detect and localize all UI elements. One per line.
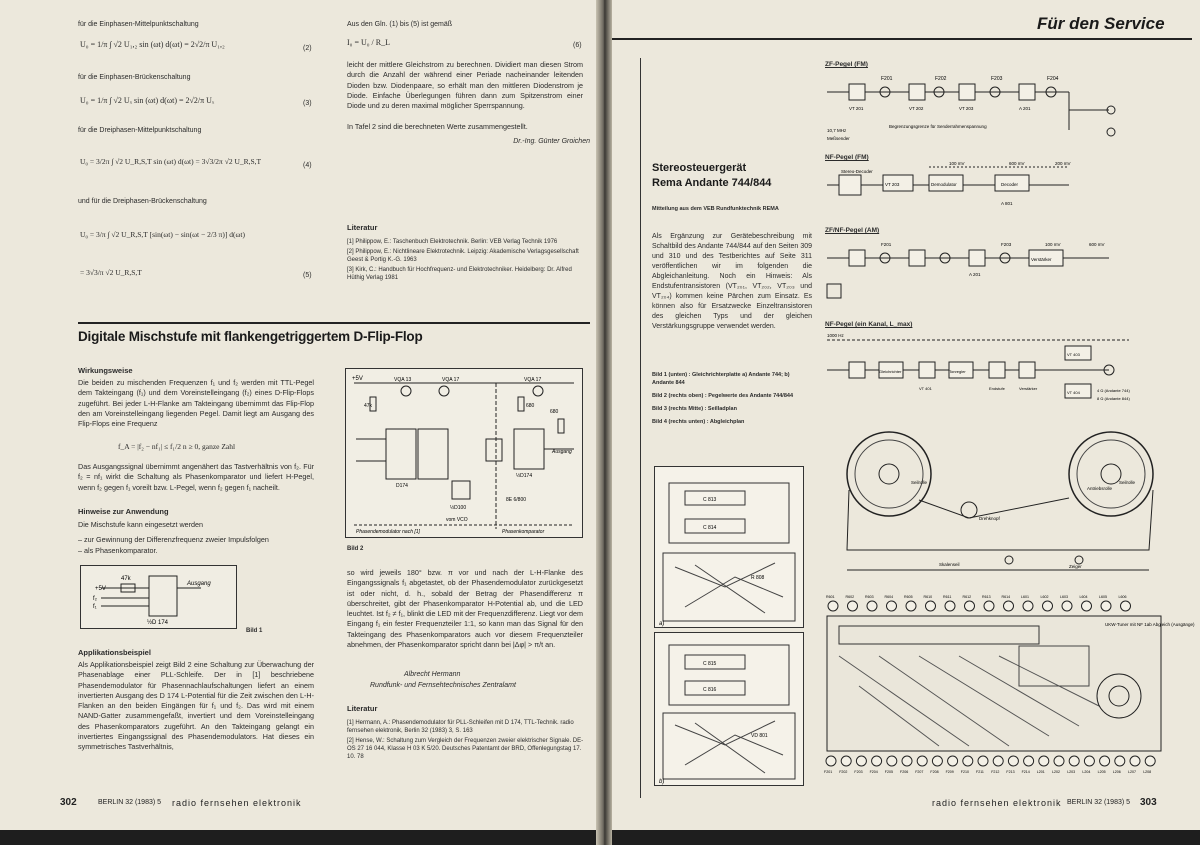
am-diagram xyxy=(819,236,1169,316)
adjustment-point xyxy=(963,756,973,766)
caption-item: Bild 1 (unten) : Gleichrichterplatte a) Andante 744; b) Andante 844 xyxy=(652,372,790,386)
flipflop-symbol xyxy=(149,576,177,616)
bild1-resistor: 47k xyxy=(121,576,131,582)
applikation-heading: Applikationsbeispiel xyxy=(78,648,151,657)
footer-magazine-left: radio fernsehen elektronik xyxy=(172,798,302,808)
formula-2-number: (3) xyxy=(303,100,312,107)
adjustment-point xyxy=(906,601,916,611)
caption-item: Bild 4 (rechts unten) : Abgleichplan xyxy=(652,419,745,425)
formula-intro-4: und für die Dreiphasen-Brückenschaltung xyxy=(78,198,207,205)
adjustment-label: F202 xyxy=(839,770,848,774)
formula-4b: = 3√3/π √2 U_R,S,T xyxy=(80,268,142,277)
wirkungsweise-text: Die beiden zu mischenden Frequenzen f₁ und f₂ werden mit TTL-Pegel dem Takteingang (f₁) und dem Voreinstelleingang (f₂) eines D-Flip-Flops zugeführt. Bei jeder L-H-Flanke am Takteingang übernimmt das Flip-Flop den am Voreinstelleingang liegenden Pegel. Damit liegt am Ausgang des Flip-Flops eine Frequenz xyxy=(78,378,314,429)
adjustment-label: R603 xyxy=(865,595,874,599)
adjustment-point xyxy=(984,601,994,611)
adjustment-point xyxy=(978,756,988,766)
formula-4-number: (5) xyxy=(303,272,312,279)
bild1-vcc: +5V xyxy=(95,586,106,592)
nf-fm-label: 600 mV xyxy=(1009,161,1025,166)
adjustment-point xyxy=(1024,756,1034,766)
zf-fm-stage xyxy=(849,84,865,100)
adjustment-point xyxy=(948,756,958,766)
adjustment-label: R601 xyxy=(826,595,835,599)
pcb-b-board-bottom xyxy=(663,713,795,779)
bild2-ic3: ½D174 xyxy=(516,473,533,479)
cord-label: Zeiger xyxy=(1069,564,1082,569)
d174-comparator xyxy=(514,429,544,469)
adjustment-label: L208 xyxy=(1143,770,1152,774)
adjustment-point xyxy=(1084,756,1094,766)
nf-level-label: Verstärker xyxy=(1019,386,1038,391)
bild1-output-label: Ausgang xyxy=(187,581,211,587)
d100-gate xyxy=(452,481,470,499)
adjustment-label: F210 xyxy=(960,770,970,774)
zf-fm-label: VT 201 xyxy=(849,106,864,111)
pcb-b-part: VD 801 xyxy=(751,733,768,739)
am-generator xyxy=(827,284,841,298)
bild1-circuit xyxy=(81,566,236,628)
cord-label: Antriebsrolle xyxy=(1087,486,1113,491)
pcb-a-svg xyxy=(655,467,803,627)
nf-fm-stage xyxy=(839,175,861,195)
bild1-figure xyxy=(80,565,237,629)
literature2-item: [2] Hense, W.: Schaltung zum Vergleich der Frequenzen zweier elektrischer Signale. DE-OS 27 16 044, Klasse H 03 K 5/20. Deutsches Patentamt der BRD, Offenlegungstag 17. 10. 78 xyxy=(347,738,584,760)
adjustment-label: L202 xyxy=(1052,770,1060,774)
adjustment-label: F201 xyxy=(824,770,833,774)
am-label: Verstärker xyxy=(1031,257,1052,262)
adjustment-label: L203 xyxy=(1067,770,1076,774)
adjustment-label: F211 xyxy=(976,770,984,774)
am-label: F201 xyxy=(881,242,892,247)
col2b-text: so wird jeweils 180° bzw. π vor und nach der L-H-Flanke des Eingangssignals f₁ abgetastet, ob der Phasendemodulator zurückgesetzt ist oder nicht, d. h., sobald der Betrag der Phasendifferenz π überschreitet, gibt der Phasenkomparator H-Potential ab, und die LED leuchtet. Ist f₂ ≠ f₁, blinkt die LED mit der Frequenzdifferenz. Liegt vor dem Eingang f₁ ein fester Frequenzteiler 1:1, so kann man das Signal für den Takteingang des Phasenkomparators auch vor diesem Frequenzteiler abnehmen, der Phasenkomparator spricht dann bei |Δφ| > π/t an. xyxy=(347,568,583,650)
nf-fm-label: 200 mV xyxy=(1055,161,1071,166)
adjustment-point xyxy=(1100,756,1110,766)
adjustment-label: L205 xyxy=(1097,770,1106,774)
zf-fm-label: VT 202 xyxy=(909,106,924,111)
zf-fm-stage xyxy=(909,84,925,100)
adjustment-point xyxy=(1082,601,1092,611)
bild2-r2: 680 xyxy=(526,403,535,409)
nf-level-label: VT 401 xyxy=(919,386,932,391)
adjustment-label: L604 xyxy=(1079,595,1088,599)
nf-level-label: VT 403 xyxy=(1067,352,1080,357)
adjustment-label: F213 xyxy=(1006,770,1015,774)
diagram-title-nf-fm: NF-Pegel (FM) xyxy=(825,154,869,161)
adjustment-label: R602 xyxy=(845,595,855,599)
hinweise-heading: Hinweise zur Anwendung xyxy=(78,507,169,516)
nf-fm-label: Decoder xyxy=(1001,182,1019,187)
hinweise-item: – als Phasenkomparator. xyxy=(78,546,158,555)
pcb-a-board-bottom xyxy=(663,553,795,621)
literature2-list xyxy=(347,719,585,761)
footer-magazine-right: radio fernsehen elektronik xyxy=(932,798,1062,808)
literature-heading: Literatur xyxy=(347,223,378,232)
page-number-left: 302 xyxy=(60,797,77,808)
caption-item: Bild 2 (rechts oben) : Pegelwerte des Andante 744/844 xyxy=(652,393,794,399)
adjustment-label: F203 xyxy=(854,770,863,774)
bild1-f2: f₂ xyxy=(93,596,97,602)
abgleich-plan-svg xyxy=(819,586,1195,781)
nand-gate xyxy=(486,439,502,461)
nf-level-label: Tonregler xyxy=(949,369,966,374)
zf-fm-meter xyxy=(1107,128,1115,136)
pcb-a-label: a) xyxy=(659,621,665,627)
nf-level-label: 4 Ω (Andante 744) xyxy=(1097,388,1130,393)
bild2-vqa3: VQA 17 xyxy=(524,377,542,383)
adjustment-label: R610 xyxy=(923,595,933,599)
adjustment-label: R611 xyxy=(943,595,952,599)
pulley xyxy=(1075,556,1083,564)
nf-level-label: VT 404 xyxy=(1067,390,1080,395)
pcb-a-part: C 813 xyxy=(703,497,717,503)
bild1-ic: ½D 174 xyxy=(147,620,169,626)
literature2-heading: Literatur xyxy=(347,704,378,713)
adjustment-label: F214 xyxy=(1021,770,1030,774)
article-subtitle: Mitteilung aus dem VEB Rundfunktechnik REMA xyxy=(652,206,779,212)
adjustment-point xyxy=(872,756,882,766)
nf-level-label: 8 Ω (Andante 844) xyxy=(1097,396,1130,401)
am-stage xyxy=(909,250,925,266)
d174-right xyxy=(418,429,448,479)
bild2-vco: vom VCO xyxy=(446,517,468,523)
adjustment-label: F204 xyxy=(869,770,878,774)
adjustment-label: L207 xyxy=(1128,770,1136,774)
left-drum-hub xyxy=(879,464,899,484)
adjustment-point xyxy=(1121,601,1131,611)
zf-fm-diagram xyxy=(819,70,1169,152)
adjustment-label: L602 xyxy=(1040,595,1049,599)
literature-item: [1] Philippow, E.: Taschenbuch Elektrotechnik. Berlin: VEB Verlag Technik 1976 xyxy=(347,239,558,245)
adjustment-point xyxy=(1062,601,1072,611)
zf-fm-stage xyxy=(1019,84,1035,100)
formula-fa: f_A = |f₂ − nf₁| ≤ f₁/2 n ≥ 0, ganze Zahl xyxy=(118,442,236,451)
cord-path xyxy=(919,498,1069,518)
right-drum-inner xyxy=(1077,440,1145,508)
bild2-demod: Phasendemodulator nach [1] xyxy=(356,529,420,535)
zf-fm-label: Begrenzungsgrenze für Senderrahmenspannung xyxy=(889,124,987,129)
abgleich-note: UKW-Tuner mit NF 1ab Abgleich (Ausgänge) xyxy=(1105,622,1195,627)
nf-level-label: Gleichrichter xyxy=(879,369,902,374)
pcb-drawing-a xyxy=(654,466,804,628)
bild2-caption: Bild 2 xyxy=(347,546,364,552)
d174-left xyxy=(386,429,416,479)
formula-4: U₀ = 3/π ∫ √2 U_R,S,T [sin(ωt) − sin(ωt − 2/3 π)] d(ωt) xyxy=(80,230,245,239)
formula-6: I₀ = U₀ / R_L xyxy=(347,38,390,47)
article-title-1: Stereosteuergerät xyxy=(652,162,747,174)
adjustment-label: L603 xyxy=(1060,595,1068,599)
right-page xyxy=(612,0,1200,830)
zf-fm-label: F204 xyxy=(1047,76,1059,82)
adjustment-point xyxy=(887,756,897,766)
formula-3-number: (4) xyxy=(303,162,312,169)
level-diagrams xyxy=(819,58,1169,418)
adjustment-point xyxy=(902,756,912,766)
spine-gutter xyxy=(596,0,612,845)
col2b-author: Albrecht Hermann xyxy=(404,671,461,678)
col2-paragraph: leicht der mittlere Gleichstrom zu berechnen. Dividiert man diesen Strom durch die Anzahl der während einer Periade nacheinander leitenden Dioden bzw. Diodenpaare, so erhält man den mittleren Diodenstrom je Diode. Einfache Überlegungen führen dann zum Spitzenstrom einer Diode und zu deren maximal möglicher Sperrspannung. xyxy=(347,60,583,111)
adjustment-point xyxy=(856,756,866,766)
bild2-vqa1: VQA 13 xyxy=(394,377,412,383)
formula-intro-3: für die Dreiphasen-Mittelpunktschaltung xyxy=(78,127,202,134)
am-label: A 201 xyxy=(969,272,981,277)
adjustment-label: R614 xyxy=(1001,595,1011,599)
left-drum-inner xyxy=(855,440,923,508)
bild2-ic1: D174 xyxy=(396,483,408,489)
adjustment-point xyxy=(1101,601,1111,611)
adjustment-point xyxy=(965,601,975,611)
left-drum xyxy=(847,432,931,516)
article-title: Digitale Mischstufe mit flankengetriggertem D-Flip-Flop xyxy=(78,329,423,344)
resistor-3 xyxy=(558,419,564,433)
footer-volume-left: BERLIN 32 (1983) 5 xyxy=(98,799,162,806)
adjustment-point xyxy=(867,601,877,611)
adjustment-label: R604 xyxy=(884,595,894,599)
am-label: 600 mV xyxy=(1089,242,1105,247)
adjustment-label: L606 xyxy=(1118,595,1127,599)
pcb-b-board-top xyxy=(669,645,789,705)
right-drum xyxy=(1069,432,1153,516)
adjustment-point xyxy=(828,601,838,611)
diagram-title-zf-fm: ZF-Pegel (FM) xyxy=(825,61,868,68)
adjustment-label: L601 xyxy=(1021,595,1029,599)
bild2-circuit xyxy=(346,369,582,537)
nf-level-diagram xyxy=(819,330,1169,418)
adjustment-label: F208 xyxy=(930,770,939,774)
col2-author: Dr.-Ing. Günter Groichen xyxy=(513,138,590,145)
led-2 xyxy=(439,386,449,396)
am-label: F203 xyxy=(1001,242,1012,247)
formula-intro-2: für die Einphasen-Brückenschaltung xyxy=(78,74,191,81)
zf-fm-label: F203 xyxy=(991,76,1003,82)
caption-item: Bild 3 (rechts Mitte) : Seilladplan xyxy=(652,406,737,412)
formula-3: U₀ = 3/2π ∫ √2 U_R,S,T sin (ωt) d(ωt) = 3√3/2π √2 U_R,S,T xyxy=(80,157,262,166)
zf-fm-stage xyxy=(959,84,975,100)
nf-fm-label: A 801 xyxy=(1001,201,1013,206)
adjustment-point xyxy=(1145,756,1155,766)
adjustment-point xyxy=(993,756,1003,766)
pulley xyxy=(1005,556,1013,564)
cord-path xyxy=(847,490,1153,550)
col2b-affiliation: Rundfunk- und Fernsehtechnisches Zentralamt xyxy=(370,682,516,689)
caption-list xyxy=(652,371,812,426)
bild2-ausgang: Ausgang xyxy=(552,449,572,455)
formula-1: U₀ = 1/π ∫ √2 U₁,₂ sin (ωt) d(ωt) = 2√2/π U₁,₂ xyxy=(80,40,225,49)
cord-pulley-diagram xyxy=(819,420,1169,580)
bild2-komp: Phasenkomparator xyxy=(502,529,545,535)
diagram-title-am: ZF/NF-Pegel (AM) xyxy=(825,227,880,234)
am-label: 100 mV xyxy=(1045,242,1061,247)
adjustment-label: L201 xyxy=(1036,770,1045,774)
diagram-title-nf-level: NF-Pegel (ein Kanal, L_max) xyxy=(825,321,913,328)
article-title-2: Rema Andante 744/844 xyxy=(652,177,772,189)
cord-label: Seilrolle xyxy=(1119,480,1136,485)
right-drum-hub xyxy=(1101,464,1121,484)
adjustment-point xyxy=(1069,756,1079,766)
formula-2: U₀ = 1/π ∫ √2 Uₓ sin (ωt) d(ωt) = 2√2/π Uₓ xyxy=(80,96,215,105)
wirkungsweise-heading: Wirkungsweise xyxy=(78,366,133,375)
nf-fm-label: Stereo-Decoder xyxy=(841,169,873,174)
zf-fm-label: 10,7 MHz xyxy=(827,128,847,133)
literature-list xyxy=(347,238,585,282)
adjustment-point xyxy=(932,756,942,766)
adjustment-point xyxy=(1130,756,1140,766)
nf-fm-diagram xyxy=(819,163,1169,218)
applikation-text: Als Applikationsbeispiel zeigt Bild 2 eine Schaltung zur Überwachung der Phasenablage einer PLL-Schleife. Der in [1] beschriebene Phasendemodulator für Phasennachlaufschaltungen liefert an einem invertierten Ausgang des D 174 L-Potential für die Zeit zwischen den L-H-Flanken an den beiden Eingängen für f₁ und f₂. Das wird mit einem NAND-Gatter zusammengefaßt, invertiert und dem Voreinstelleingang des Phasenkomparators zugeführt. An den Takteingang gelangt ein invertiertes Eingangssignal des Phasendemodulators. Hat dieses ein symmetrisches Tastverhältnis, xyxy=(78,660,314,752)
section-title: Für den Service xyxy=(1037,14,1165,33)
adjustment-point xyxy=(841,756,851,766)
bild1-caption: Bild 1 xyxy=(246,628,263,634)
adjustment-point xyxy=(945,601,955,611)
pcb-a-part: C 814 xyxy=(703,525,717,531)
zf-fm-label: A 201 xyxy=(1019,106,1031,111)
bild2-vcc: +5V xyxy=(352,376,363,382)
adjustment-label: F205 xyxy=(884,770,894,774)
pcb-b-traces xyxy=(675,721,783,773)
adjustment-point xyxy=(826,756,836,766)
adjustment-point xyxy=(1039,756,1049,766)
hinweise-item: – zur Gewinnung der Differenzfrequenz zweier Impulsfolgen xyxy=(78,535,269,544)
nf-level-label: 1000 Hz xyxy=(827,333,844,338)
adjustment-point xyxy=(1004,601,1014,611)
pcb-a-part: R 808 xyxy=(751,575,765,581)
bild2-r: 8E 6/800 xyxy=(506,497,527,503)
chassis-outline xyxy=(827,616,1161,751)
cord-label: Seilrolle xyxy=(911,480,928,485)
led-3 xyxy=(533,386,543,396)
nf-level-stage xyxy=(849,362,865,378)
pcb-a-board-top xyxy=(669,483,789,543)
adjustment-point xyxy=(848,601,858,611)
ausgang-text: Das Ausgangssignal übernimmt angenähert das Tastverhältnis von f₂. Für f₂ = nf₁ wirkt die Schaltung als Phasenkomparator und liefert H-Pegel, wenn f₂ gegen f₁ voreilt bzw. L-Pegel, wenn f₂ gegen f₁ nacheilt. xyxy=(78,462,314,492)
adjustment-label: R613 xyxy=(982,595,991,599)
zf-fm-label: F202 xyxy=(935,76,947,82)
resistor-2 xyxy=(518,397,524,411)
adjustment-point xyxy=(887,601,897,611)
literature-item: [2] Philippow, E.: Nichtlineare Elektrotechnik. Leipzig: Akademische Verlagsgesellschaft Geest & Portig K.-G. 1963 xyxy=(347,249,579,263)
page-number-right: 303 xyxy=(1140,797,1157,808)
adjustment-point xyxy=(917,756,927,766)
nf-fm-label: 100 mV xyxy=(949,161,965,166)
abgleich-plan xyxy=(819,586,1195,781)
bild2-ic2: ½D100 xyxy=(450,505,467,511)
am-stage xyxy=(849,250,865,266)
nf-fm-label: Demodulator xyxy=(931,182,957,187)
intro-text: Als Ergänzung zur Gerätebeschreibung mit Schaltbild des Andante 744/844 auf den Seiten 309 und 310 und des Testberichtes auf Seite 311 veröffentlichen wir im folgenden die Abgleichanleitung. Noch ein Hinweis: Als Endstufentransistoren (VT₂₀₁, VT₂₀₂, VT₂₀₃ und VT₂₀₄) kommen keine Pärchen zum Einsatz. Es können also für Ersatzwecke Einzeltransistoren des gleichen Typs und der gleichen Verstärkungsgruppe verwendet werden. xyxy=(652,233,812,330)
bild2-vqa2: VQA 17 xyxy=(442,377,460,383)
nf-level-label: Endstufe xyxy=(989,386,1005,391)
pcb-b-part: C 816 xyxy=(703,687,717,693)
article-rule xyxy=(78,322,590,324)
adjustment-point xyxy=(1054,756,1064,766)
cord-label: Skalenseil xyxy=(939,562,960,567)
column-rule xyxy=(640,58,641,798)
footer-volume-right: BERLIN 32 (1983) 5 xyxy=(1067,799,1131,806)
adjustment-point xyxy=(1008,756,1018,766)
adjustment-label: L206 xyxy=(1112,770,1121,774)
zf-fm-label: VT 203 xyxy=(959,106,974,111)
adjustment-label: L204 xyxy=(1082,770,1091,774)
formula-1-number: (2) xyxy=(303,45,312,52)
adjustment-label: F209 xyxy=(945,770,954,774)
nf-level-stage xyxy=(919,362,935,378)
bild2-r1: 47k xyxy=(364,403,373,409)
nf-level-stage xyxy=(1019,362,1035,378)
col2-intro: Aus den Gln. (1) bis (5) ist gemäß xyxy=(347,21,453,28)
literature-item: [3] Kirk, C.: Handbuch für Hochfrequenz- und Elektrotechniker. Heidelberg: Dr. Alfred Hüthig Verlag 1981 xyxy=(347,267,572,281)
adjustment-label: L605 xyxy=(1099,595,1107,599)
left-page xyxy=(0,0,596,830)
section-rule xyxy=(612,38,1192,40)
adjustment-label: F206 xyxy=(900,770,909,774)
top-adjustment-row xyxy=(826,595,1131,611)
adjustment-point xyxy=(926,601,936,611)
adjustment-label: F212 xyxy=(991,770,1000,774)
col2-paragraph-2: In Tafel 2 sind die berechneten Werte zusammengestellt. xyxy=(347,122,528,131)
adjustment-label: R612 xyxy=(962,595,972,599)
hinweise-text: Die Mischstufe kann eingesetzt werden xyxy=(78,520,204,529)
bild1-f1: f₁ xyxy=(93,604,97,610)
pcb-b-label: b) xyxy=(659,779,665,785)
cord-label: Drehknopf xyxy=(979,516,1000,521)
led-1 xyxy=(401,386,411,396)
formula-6-number: (6) xyxy=(573,42,582,49)
nf-fm-label: VT 203 xyxy=(885,182,900,187)
am-stage xyxy=(969,250,985,266)
pcb-a-traces xyxy=(675,563,783,613)
pcb-b-svg xyxy=(655,633,803,785)
bild2-figure xyxy=(345,368,583,538)
pcb-b-part: C 815 xyxy=(703,661,717,667)
adjustment-label: R605 xyxy=(904,595,913,599)
cord-pulley-svg xyxy=(819,420,1169,580)
zf-fm-label: Meßsender xyxy=(827,136,850,141)
zf-fm-label: F201 xyxy=(881,76,893,82)
literature2-item: [1] Hermann, A.: Phasendemodulator für PLL-Schleifen mit D 174, TTL-Technik. radio fernsehen elektronik, Berlin 32 (1983) 3, S. 163 xyxy=(347,720,574,734)
bottom-adjustment-row xyxy=(824,756,1155,774)
pcb-drawing-b xyxy=(654,632,804,786)
nf-level-stage xyxy=(989,362,1005,378)
adjustment-point xyxy=(1115,756,1125,766)
bild2-r3: 680 xyxy=(550,409,559,415)
adjustment-point xyxy=(1023,601,1033,611)
adjustment-label: F207 xyxy=(915,770,924,774)
formula-intro-1: für die Einphasen-Mittelpunktschaltung xyxy=(78,21,199,28)
adjustment-point xyxy=(1043,601,1053,611)
